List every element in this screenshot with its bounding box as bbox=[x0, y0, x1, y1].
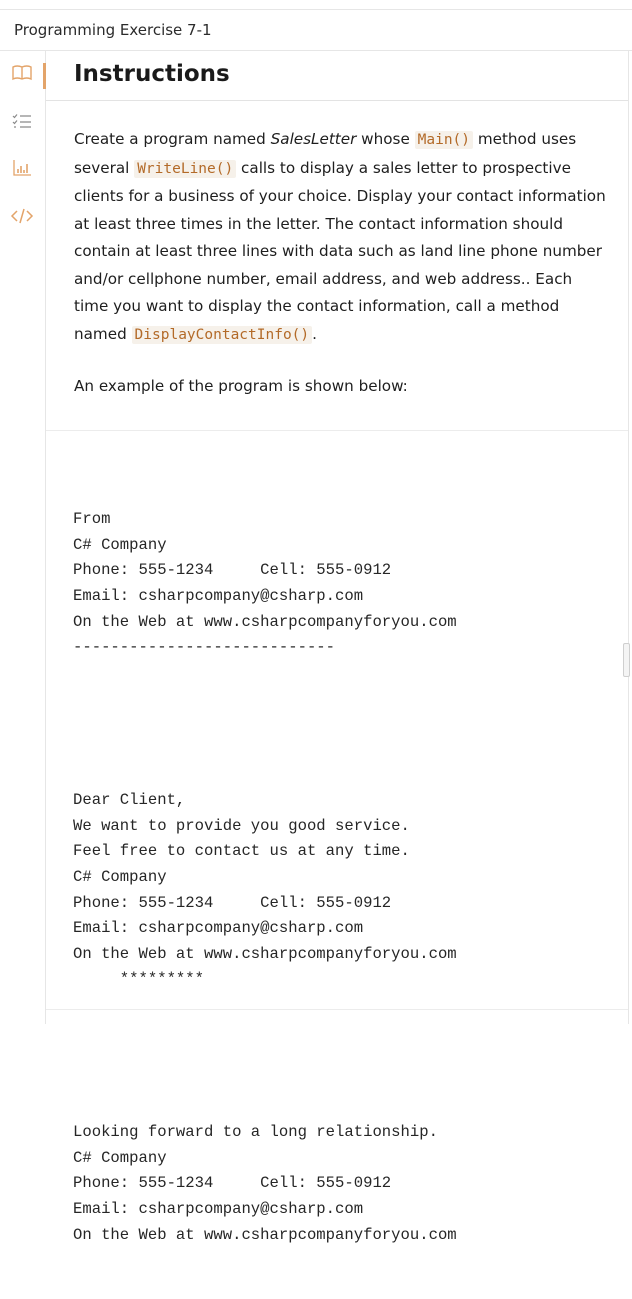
output-line: From bbox=[73, 510, 111, 529]
instructions-panel bbox=[46, 51, 628, 1244]
output-line: We want to provide you good service. bbox=[73, 816, 410, 835]
output-line: Phone: 555-1234 Cell: 555-0912 bbox=[73, 893, 392, 912]
output-line: C# Company bbox=[73, 867, 167, 886]
code-display-contact-info: DisplayContactInfo() bbox=[132, 326, 313, 344]
output-line: Phone: 555-1234 Cell: 555-0912 bbox=[73, 1174, 392, 1193]
window-titlebar bbox=[0, 9, 632, 51]
program-name: SalesLetter bbox=[270, 130, 357, 148]
output-line: Email: csharpcompany@csharp.com bbox=[73, 919, 364, 938]
example-intro: An example of the program is shown below: bbox=[74, 377, 408, 395]
output-block-3 bbox=[73, 1120, 457, 1248]
instructions-header bbox=[46, 51, 628, 101]
output-block-2 bbox=[73, 788, 457, 993]
rail-instructions-button[interactable] bbox=[8, 61, 36, 89]
scrollbar-thumb[interactable] bbox=[623, 643, 630, 677]
output-line: On the Web at www.csharpcompanyforyou.com bbox=[73, 944, 457, 963]
output-line: C# Company bbox=[73, 1148, 167, 1167]
code-writeline: WriteLine() bbox=[134, 160, 236, 178]
output-line: Looking forward to a long relationship. bbox=[73, 1123, 438, 1142]
output-line: Email: csharpcompany@csharp.com bbox=[73, 586, 364, 605]
rail-chart-button[interactable] bbox=[8, 156, 36, 184]
code-icon bbox=[11, 208, 33, 229]
rail-code-button[interactable] bbox=[8, 204, 36, 232]
example-output bbox=[73, 456, 457, 1299]
output-line: Phone: 555-1234 Cell: 555-0912 bbox=[73, 561, 392, 580]
divider bbox=[46, 430, 628, 431]
output-line: ********* bbox=[73, 970, 205, 989]
window-title: Programming Exercise 7-1 bbox=[14, 21, 212, 39]
output-line: Email: csharpcompany@csharp.com bbox=[73, 1200, 364, 1219]
divider-bottom bbox=[46, 1009, 628, 1010]
checklist-icon bbox=[12, 113, 32, 134]
code-main: Main() bbox=[415, 131, 473, 149]
output-line: On the Web at www.csharpcompanyforyou.com bbox=[73, 612, 457, 631]
book-icon bbox=[12, 65, 32, 86]
output-line: ---------------------------- bbox=[73, 638, 336, 657]
output-line: Dear Client, bbox=[73, 791, 186, 810]
rail-checklist-button[interactable] bbox=[8, 109, 36, 137]
output-line: On the Web at www.csharpcompanyforyou.com bbox=[73, 1225, 457, 1244]
instructions-heading: Instructions bbox=[74, 61, 230, 87]
output-block-1 bbox=[73, 507, 457, 661]
output-line: C# Company bbox=[73, 535, 167, 554]
chart-icon bbox=[12, 159, 32, 182]
sidebar-rail bbox=[0, 51, 46, 1024]
output-line: Feel free to contact us at any time. bbox=[73, 842, 410, 861]
instructions-text: Create a program named SalesLetter whose Main() method uses several WriteLine() calls to display a sales letter to prospective clients for a business of your choice. Display your contact information at least three times in the letter. The contact information should contain at least three lines with data such as land line phone number and/or cellphone number, email address, and web address.. Each time you want to display the contact information, call a method named DisplayContactInfo() . bbox=[74, 130, 606, 343]
right-border bbox=[628, 51, 632, 1024]
